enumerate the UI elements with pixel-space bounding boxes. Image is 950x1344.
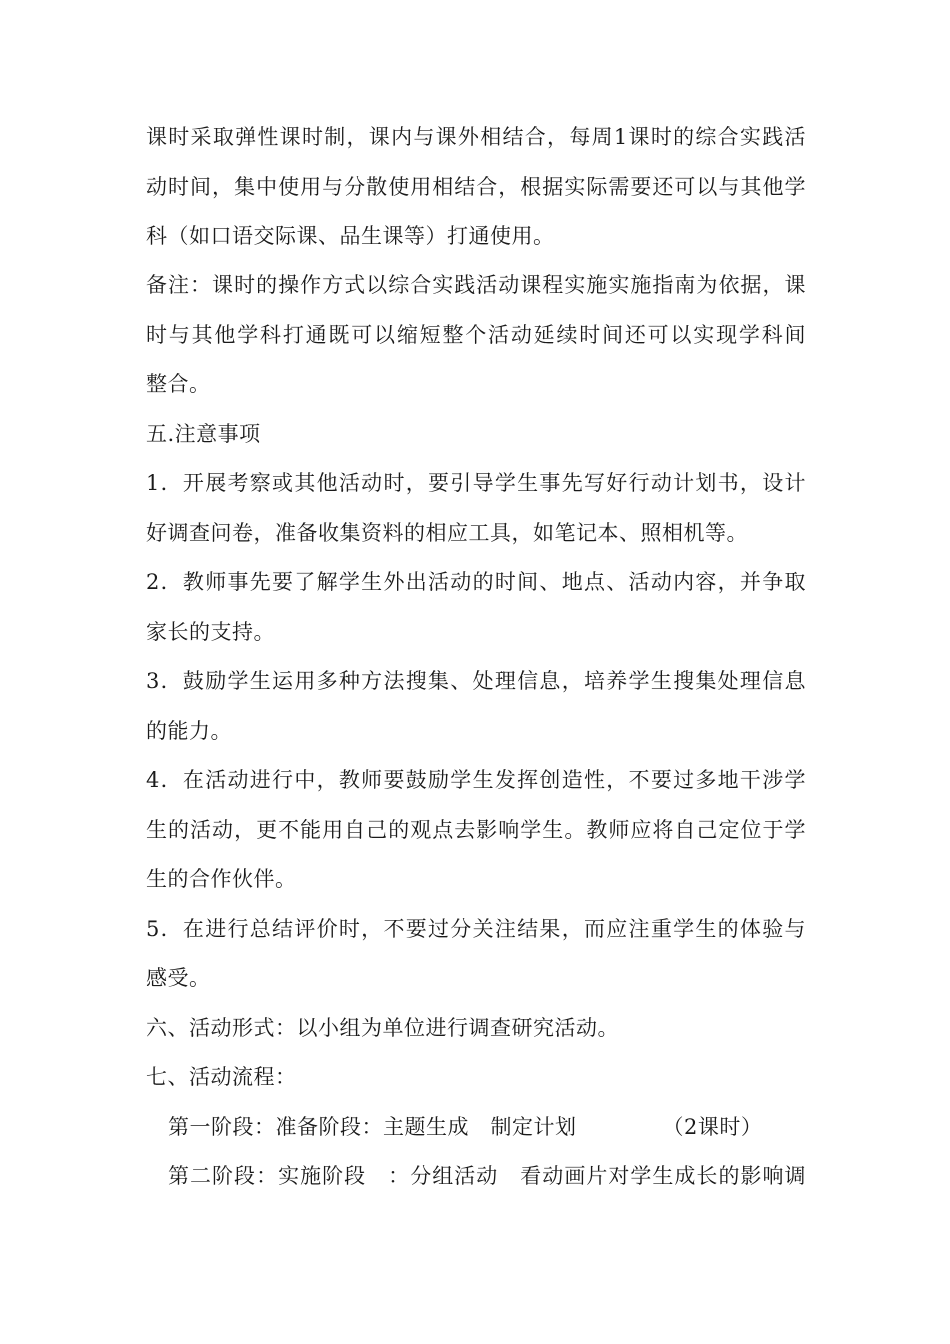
note-line1: 备注：课时的操作方式以综合实践活动课程实施实施指南为依据，课 xyxy=(146,273,806,297)
para1-line2: 动时间，集中使用与分散使用相结合，根据实际需要还可以与其他学 xyxy=(146,175,806,199)
stage1-row xyxy=(168,1113,762,1141)
item5-line1: 5．在进行总结评价时，不要过分关注结果，而应注重学生的体验与 xyxy=(146,917,806,941)
note-line3: 整合。 xyxy=(146,372,211,396)
item2-line1: 2．教师事先要了解学生外出活动的时间、地点、活动内容，并争取 xyxy=(146,570,806,594)
item3-line1: 3．鼓励学生运用多种方法搜集、处理信息，培养学生搜集处理信息 xyxy=(146,669,806,693)
item3-line2: 的能力。 xyxy=(146,719,232,743)
item2-line2: 家长的支持。 xyxy=(146,620,275,644)
item4-line1: 4．在活动进行中，教师要鼓励学生发挥创造性，不要过多地干涉学 xyxy=(146,768,806,792)
stage2-text: 第二阶段：实施阶段 ：分组活动 看动画片对学生成长的影响调 xyxy=(168,1164,806,1188)
section5-heading: 五.注意事项 xyxy=(146,422,261,446)
item4-line2: 生的活动，更不能用自己的观点去影响学生。教师应将自己定位于学 xyxy=(146,818,806,842)
para1-line3: 科（如口语交际课、品生课等）打通使用。 xyxy=(146,224,555,248)
stage1-text: 第一阶段：准备阶段：主题生成 制定计划 xyxy=(168,1115,577,1139)
section7-heading: 七、活动流程： xyxy=(146,1065,297,1089)
section6-text: 六、活动形式：以小组为单位进行调查研究活动。 xyxy=(146,1016,619,1040)
item5-line2: 感受。 xyxy=(146,966,211,990)
para1-line1: 课时采取弹性课时制，课内与课外相结合，每周1课时的综合实践活 xyxy=(146,125,806,149)
note-line2: 时与其他学科打通既可以缩短整个活动延续时间还可以实现学科间 xyxy=(146,323,806,347)
item1-line2: 好调查问卷，准备收集资料的相应工具，如笔记本、照相机等。 xyxy=(146,521,748,545)
stage1-hours: （2课时） xyxy=(662,1115,763,1139)
item4-line3: 生的合作伙伴。 xyxy=(146,867,297,891)
item1-line1: 1．开展考察或其他活动时，要引导学生事先写好行动计划书，设计 xyxy=(146,471,806,495)
